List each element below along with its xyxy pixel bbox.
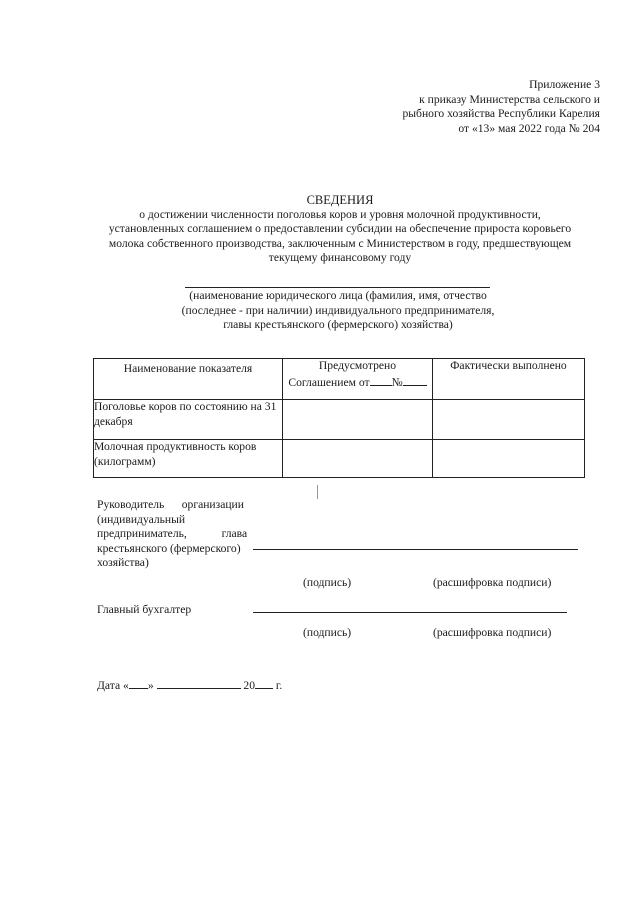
- entity-caption-line-1: (наименование юридического лица (фамилия, имя, отчество: [189, 289, 487, 302]
- accountant-decoding-caption: (расшифровка подписи): [433, 626, 552, 639]
- title-line-2: установленных соглашением о предоставлении субсидии на обеспечение прироста коровьего: [108, 222, 572, 236]
- title-heading: СВЕДЕНИЯ: [306, 193, 374, 207]
- row-label: Поголовье коров по состоянию на 31 декабря: [94, 400, 283, 440]
- head-signature-line[interactable]: [253, 549, 578, 550]
- date-line: [97, 677, 282, 694]
- row-planned-cell[interactable]: [283, 440, 433, 478]
- accountant-label: Главный бухгалтер: [97, 603, 192, 616]
- scan-mark: [317, 485, 318, 499]
- table-row: [94, 440, 585, 478]
- head-signature-caption: (подпись): [303, 576, 352, 589]
- appendix-order-ref: к приказу Министерства сельского и: [419, 92, 600, 106]
- header-indicator-name: Наименование показателя: [94, 359, 283, 400]
- agreement-date-field[interactable]: [370, 374, 392, 386]
- row-actual-cell[interactable]: [433, 440, 585, 478]
- appendix-date: от «13» мая 2022 года № 204: [458, 121, 600, 135]
- header-actual: Фактически выполнено: [433, 359, 585, 400]
- indicators-table: [93, 358, 585, 478]
- title-line-4: текущему финансовому году: [268, 251, 412, 265]
- document-title: [60, 193, 620, 266]
- entity-name-line[interactable]: [185, 287, 490, 288]
- row-label: Молочная продуктивность коров (килограмм): [94, 440, 283, 478]
- agreement-number-field[interactable]: [403, 374, 427, 386]
- title-line-1: о достижении численности поголовья коров и уровня молочной продуктивности,: [139, 207, 541, 221]
- date-suffix: г.: [275, 679, 283, 692]
- head-decoding-caption: (расшифровка подписи): [433, 576, 552, 589]
- head-label: Руководитель организации (индивидуальный предприниматель, глава крестьянского (фермерского) хозяйства): [97, 498, 248, 570]
- table-row: [94, 400, 585, 440]
- entity-caption-line-3: главы крестьянского (фермерского) хозяйства): [223, 318, 453, 332]
- entity-caption: [150, 289, 526, 333]
- appendix-ministry: рыбного хозяйства Республики Карелия: [402, 107, 600, 121]
- date-year-field[interactable]: [255, 677, 273, 689]
- entity-caption-line-2: (последнее - при наличии) индивидуального предпринимателя,: [181, 303, 495, 317]
- date-prefix: Дата «: [97, 679, 129, 692]
- table-header-row: [94, 359, 585, 400]
- title-line-3: молока собственного производства, заключенным с Министерством в году, предшествующем: [108, 236, 572, 250]
- date-middle: »: [147, 679, 154, 692]
- appendix-number: Приложение 3: [529, 78, 600, 91]
- row-planned-cell[interactable]: [283, 400, 433, 440]
- appendix-header: [330, 78, 600, 136]
- header-planned: Предусмотрено Соглашением от №: [283, 359, 433, 400]
- date-month-field[interactable]: [157, 677, 241, 689]
- date-day-field[interactable]: [129, 677, 148, 689]
- accountant-signature-line[interactable]: [253, 612, 567, 613]
- accountant-signature-caption: (подпись): [303, 626, 352, 639]
- date-year-prefix: 20: [243, 679, 256, 692]
- row-actual-cell[interactable]: [433, 400, 585, 440]
